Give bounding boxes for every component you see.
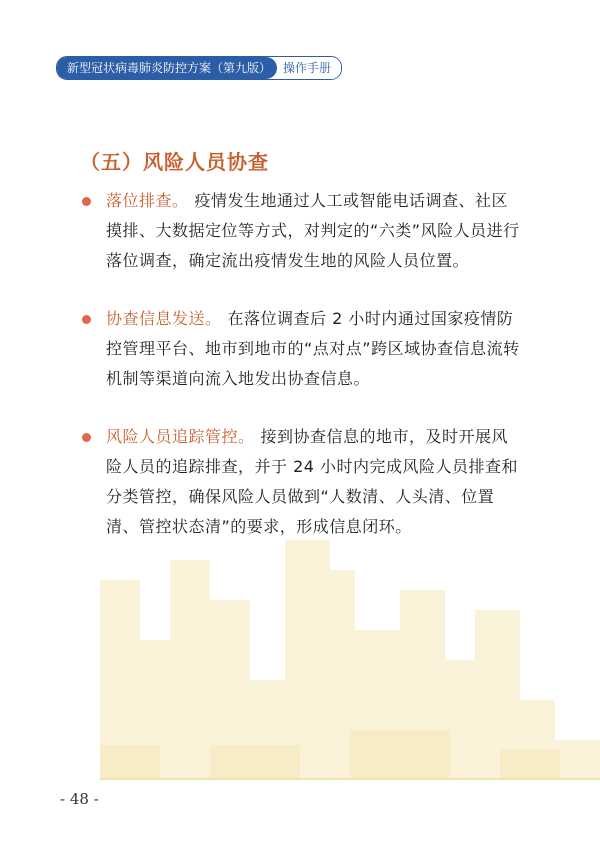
section-title: （五）风险人员协查	[80, 150, 269, 174]
page-number: - 48 -	[60, 790, 99, 808]
bullet-lead: 协查信息发送。	[106, 309, 222, 328]
header-pill	[56, 56, 342, 80]
bullet-text: 疫情发生地通过人工或智能电话调查、社区摸排、大数据定位等方式，对判定的“六类”风险人员进行落位调查，确定流出疫情发生地的风险人员位置。	[106, 191, 520, 270]
ground-line	[100, 778, 600, 780]
bullet-text: 在落位调查后 2 小时内通过国家疫情防控管理平台、地市到地市的“点对点”跨区域协查信息流转机制等渠道向流入地发出协查信息。	[106, 309, 520, 388]
building-shape	[100, 745, 160, 780]
bullet-dot-icon	[82, 433, 91, 442]
bullet-item	[80, 186, 520, 276]
building-shape	[320, 570, 355, 780]
bullet-item	[80, 422, 520, 542]
bullet-lead: 风险人员追踪管控。	[106, 427, 255, 446]
building-shape	[210, 745, 300, 780]
bullet-list	[80, 186, 520, 570]
bullet-lead: 落位排查。	[106, 191, 189, 210]
header-tag: 操作手册	[277, 57, 341, 79]
bullet-item	[80, 304, 520, 394]
bullet-dot-icon	[82, 315, 91, 324]
city-skyline-illustration	[100, 540, 600, 780]
building-shape	[350, 730, 450, 780]
bullet-dot-icon	[82, 197, 91, 206]
bullet-text: 接到协查信息的地市，及时开展风险人员的追踪排查，并于 24 小时内完成风险人员排查和分类管控，确保风险人员做到“人数清、人头清、位置清、管控状态清”的要求，形成信息闭环。	[106, 427, 519, 536]
building-shape	[170, 560, 210, 780]
building-shape	[500, 750, 560, 780]
header-doc-title: 新型冠状病毒肺炎防控方案（第九版）	[57, 57, 277, 79]
